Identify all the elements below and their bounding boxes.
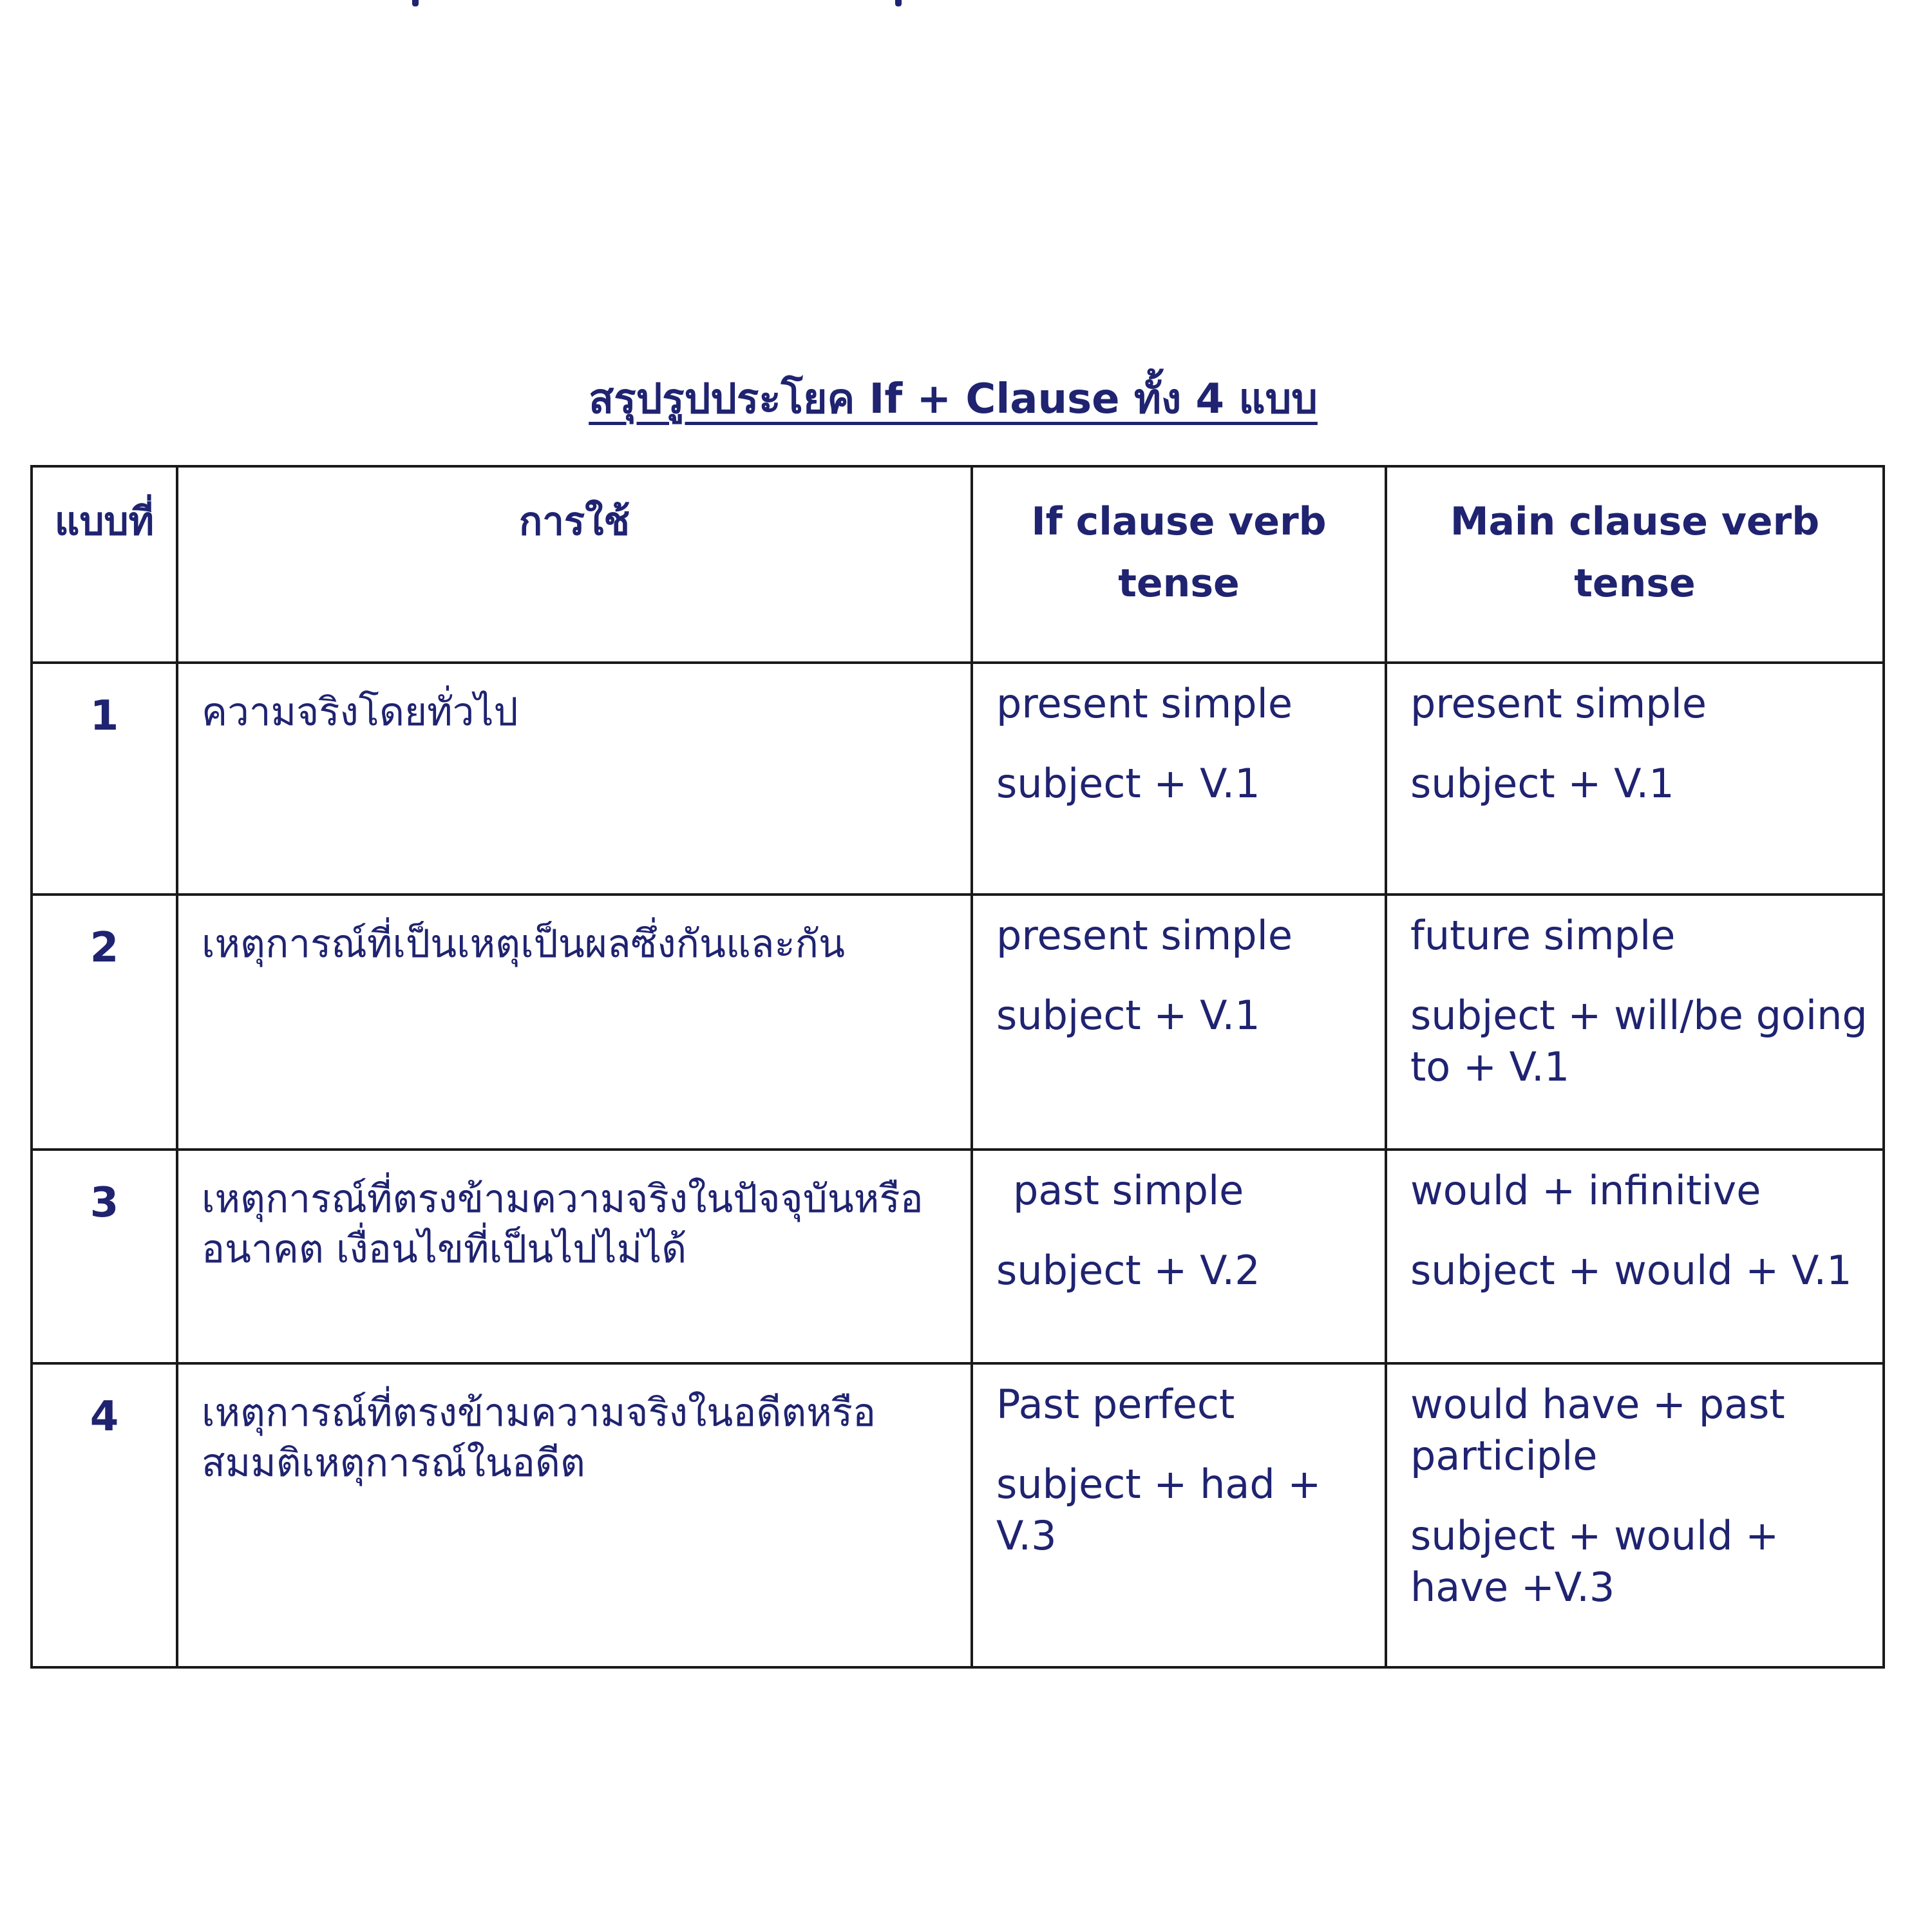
main-form: subject + would + have +V.3 xyxy=(1410,1512,1779,1611)
main-form: subject + V.1 xyxy=(1410,760,1674,807)
row-if-clause xyxy=(972,1150,1386,1363)
row-type: 1 xyxy=(32,663,177,895)
if-tense: present simple xyxy=(996,912,1293,959)
row-main-clause xyxy=(1386,895,1884,1150)
main-tense: would + infinitive xyxy=(1410,1167,1761,1214)
main-form: subject + will/be going to + V.1 xyxy=(1410,992,1868,1090)
table-row xyxy=(32,663,1884,895)
row-usage: ความจริงโดยทั่วไป xyxy=(177,663,972,895)
if-form: subject + V.1 xyxy=(996,760,1260,807)
row-if-clause xyxy=(972,1363,1386,1667)
if-form: subject + V.1 xyxy=(996,992,1260,1039)
table-row xyxy=(32,895,1884,1150)
page-title: สรุปรูปประโยค If + Clause ทั้ง 4 แบบ xyxy=(589,375,1318,423)
if-tense: past simple xyxy=(1013,1167,1244,1214)
if-tense: present simple xyxy=(996,680,1293,727)
header-if-clause: If clause verb tense xyxy=(972,466,1386,663)
row-type: 4 xyxy=(32,1363,177,1667)
table-row xyxy=(32,1363,1884,1667)
if-form: subject + V.2 xyxy=(996,1247,1260,1294)
table-header-row xyxy=(32,466,1884,663)
row-main-clause xyxy=(1386,1363,1884,1667)
row-usage: เหตุการณ์ที่เป็นเหตุเป็นผลซึ่งกันและกัน xyxy=(177,895,972,1150)
main-tense: would have + past participle xyxy=(1410,1381,1785,1479)
row-type: 3 xyxy=(32,1150,177,1363)
cropped-top-text xyxy=(361,0,1005,9)
if-tense: Past perfect xyxy=(996,1381,1235,1428)
row-main-clause xyxy=(1386,663,1884,895)
header-usage: การใช้ xyxy=(177,466,972,663)
row-main-clause xyxy=(1386,1150,1884,1363)
table-row xyxy=(32,1150,1884,1363)
header-type: แบบที่ xyxy=(32,466,177,663)
main-form: subject + would + V.1 xyxy=(1410,1247,1852,1294)
row-if-clause xyxy=(972,895,1386,1150)
main-tense: present simple xyxy=(1410,680,1707,727)
main-tense: future simple xyxy=(1410,912,1676,959)
row-usage: เหตุการณ์ที่ตรงข้ามความจริงในอดีตหรือสมมติเหตุการณ์ในอดีต xyxy=(177,1363,972,1667)
if-form: subject + had + V.3 xyxy=(996,1461,1321,1559)
row-type: 2 xyxy=(32,895,177,1150)
row-if-clause xyxy=(972,663,1386,895)
header-main-clause: Main clause verb tense xyxy=(1386,466,1884,663)
if-clause-summary-table xyxy=(30,465,1885,1669)
row-usage: เหตุการณ์ที่ตรงข้ามความจริงในปัจจุบันหรืออนาคต เงื่อนไขที่เป็นไปไม่ได้ xyxy=(177,1150,972,1363)
